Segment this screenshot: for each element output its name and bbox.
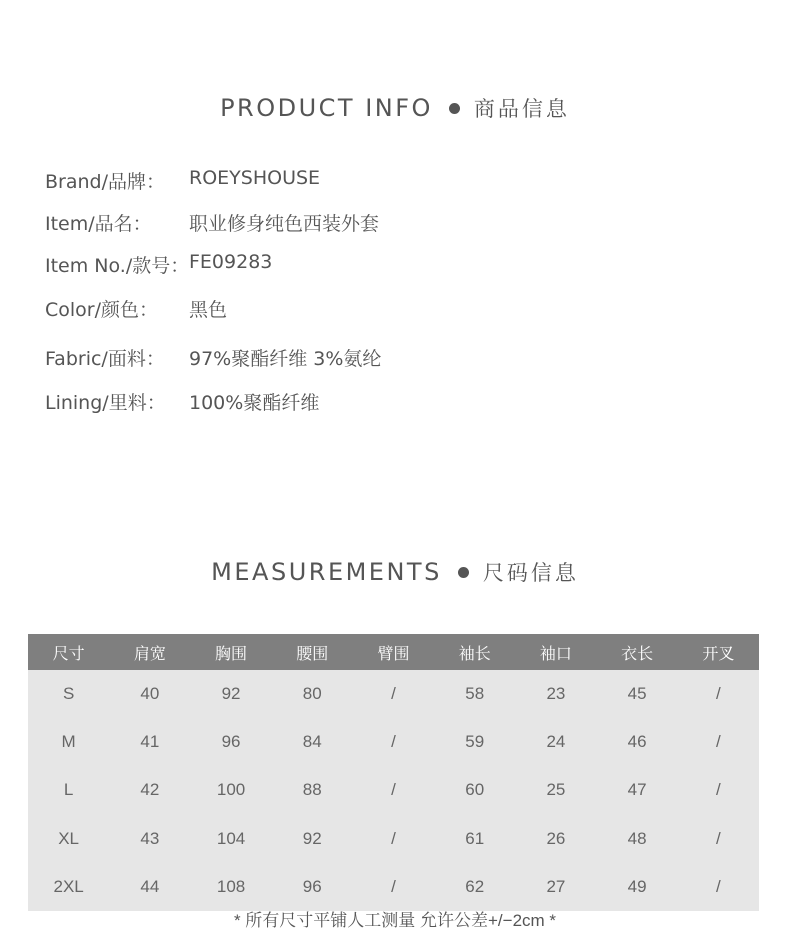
table-cell: / bbox=[391, 876, 396, 896]
table-cell: 23 bbox=[546, 684, 566, 704]
table-cell: / bbox=[391, 732, 396, 752]
table-cell: 2XL bbox=[53, 876, 84, 896]
table-cell: 26 bbox=[546, 828, 566, 848]
table-cell: / bbox=[716, 780, 721, 800]
measurement-footnote: * 所有尺寸平铺人工测量 允许公差+/−2cm * bbox=[233, 911, 557, 930]
size-table-container bbox=[28, 634, 759, 911]
table-cell: 44 bbox=[140, 876, 160, 896]
info-value: 97%聚酯纤维 3%氨纶 bbox=[189, 348, 382, 370]
table-cell: 58 bbox=[465, 684, 485, 704]
table-cell: 40 bbox=[140, 684, 160, 704]
table-cell: / bbox=[716, 828, 721, 848]
table-cell: 104 bbox=[216, 828, 246, 848]
table-cell: 43 bbox=[140, 828, 160, 848]
table-cell: 96 bbox=[221, 732, 241, 752]
header-length: 衣长 bbox=[621, 645, 654, 663]
product-info-title-cn: 商品信息 bbox=[473, 97, 570, 121]
table-row bbox=[28, 766, 759, 814]
info-value: FE09283 bbox=[189, 251, 273, 273]
table-cell: 108 bbox=[216, 876, 246, 896]
table-cell: 27 bbox=[546, 876, 566, 896]
table-cell: / bbox=[716, 876, 721, 896]
table-cell: 41 bbox=[140, 732, 160, 752]
info-value: 职业修身纯色西装外套 bbox=[189, 213, 380, 235]
info-value: 100%聚酯纤维 bbox=[189, 392, 320, 414]
table-cell: 46 bbox=[627, 732, 647, 752]
info-value: ROEYSHOUSE bbox=[189, 167, 321, 189]
table-cell: 59 bbox=[465, 732, 485, 752]
table-cell: 45 bbox=[627, 684, 647, 704]
size-table bbox=[28, 634, 759, 911]
info-label: Color/颜色： bbox=[45, 299, 159, 321]
info-label: Brand/品牌： bbox=[45, 171, 165, 193]
info-value: 黑色 bbox=[189, 299, 228, 321]
table-cell: 24 bbox=[546, 732, 566, 752]
table-cell: 92 bbox=[221, 684, 241, 704]
bullet-dot-icon bbox=[458, 567, 469, 578]
table-cell: / bbox=[391, 684, 396, 704]
table-cell: 84 bbox=[302, 732, 322, 752]
info-label: Fabric/面料： bbox=[45, 348, 165, 370]
header-shoulder: 肩宽 bbox=[133, 645, 166, 663]
header-size: 尺寸 bbox=[52, 645, 85, 663]
info-label: Item/品名： bbox=[45, 213, 152, 235]
table-cell: 60 bbox=[465, 780, 485, 800]
table-header-row bbox=[28, 634, 759, 670]
header-sleeve-length: 袖长 bbox=[458, 645, 491, 663]
table-cell: 100 bbox=[216, 780, 246, 800]
table-row bbox=[28, 815, 759, 863]
info-label: Lining/里料： bbox=[45, 392, 166, 414]
table-row bbox=[28, 718, 759, 766]
header-bust: 胸围 bbox=[215, 645, 248, 663]
header-waist: 腰围 bbox=[296, 645, 329, 663]
header-cuff: 袖口 bbox=[539, 645, 572, 663]
table-cell: 47 bbox=[627, 780, 647, 800]
table-cell: / bbox=[391, 780, 396, 800]
measurements-title bbox=[0, 557, 790, 587]
table-cell: 62 bbox=[465, 876, 485, 896]
product-info-title-en: PRODUCT INFO bbox=[220, 94, 433, 122]
table-cell: L bbox=[63, 780, 74, 800]
table-row bbox=[28, 863, 759, 911]
info-label: Item No./款号： bbox=[45, 255, 190, 277]
table-cell: / bbox=[716, 684, 721, 704]
table-cell: 25 bbox=[546, 780, 566, 800]
table-cell: 42 bbox=[140, 780, 160, 800]
measurements-title-en: MEASUREMENTS bbox=[211, 558, 442, 586]
table-row bbox=[28, 670, 759, 718]
table-cell: 88 bbox=[302, 780, 322, 800]
table-cell: M bbox=[61, 732, 76, 752]
header-arm: 臂围 bbox=[377, 645, 410, 663]
measurements-title-cn: 尺码信息 bbox=[482, 561, 579, 585]
table-cell: 48 bbox=[627, 828, 647, 848]
table-cell: / bbox=[391, 828, 396, 848]
table-cell: 61 bbox=[465, 828, 485, 848]
table-cell: XL bbox=[58, 828, 79, 848]
table-cell: S bbox=[62, 684, 75, 704]
table-cell: 49 bbox=[627, 876, 647, 896]
table-cell: 96 bbox=[302, 876, 322, 896]
product-info-title bbox=[0, 93, 790, 123]
table-cell: 80 bbox=[302, 684, 322, 704]
header-slit: 开叉 bbox=[702, 645, 735, 663]
table-cell: / bbox=[716, 732, 721, 752]
bullet-dot-icon bbox=[449, 103, 460, 114]
table-cell: 92 bbox=[302, 828, 322, 848]
